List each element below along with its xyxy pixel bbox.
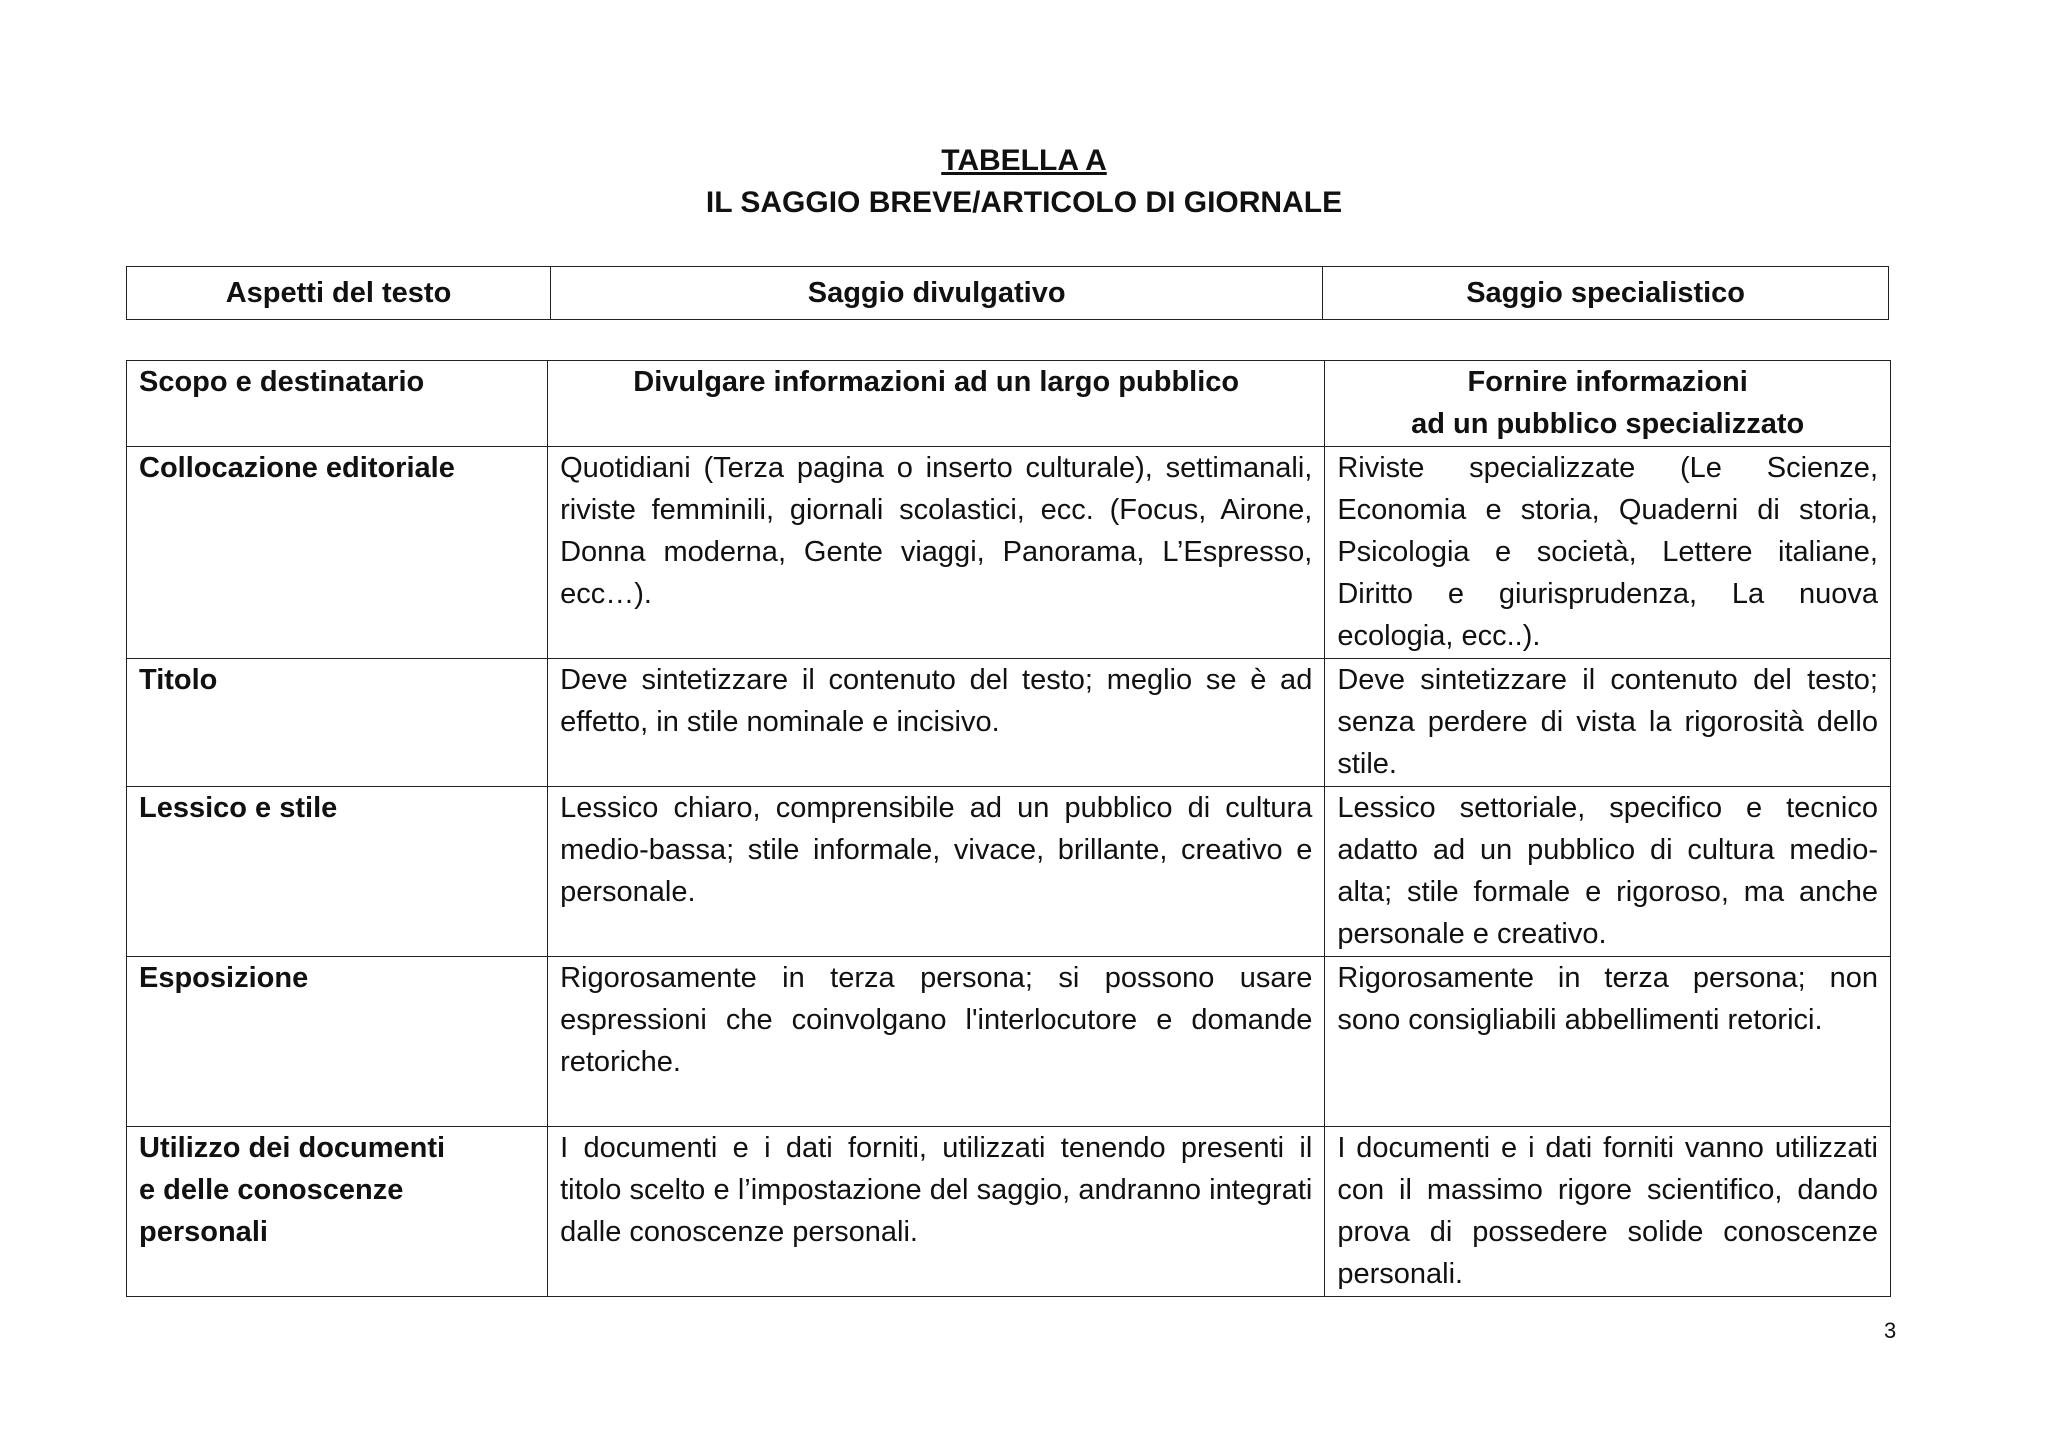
page-number: 3 xyxy=(1884,1318,1897,1343)
cell-specialistico: Lessico settoriale, specifico e tecnico adatto ad un pubblico di cultura medio-alta; stile formale e rigoroso, ma anche personale e creativo. xyxy=(1325,787,1891,957)
row-label-line: personali xyxy=(139,1216,268,1248)
row-label xyxy=(127,1127,548,1297)
cell-specialistico: I documenti e i dati forniti vanno utilizzati con il massimo rigore scientifico, dando prova di possedere solide conoscenze personali. xyxy=(1325,1127,1891,1297)
cell-specialistico: Riviste specializzate (Le Scienze, Economia e storia, Quaderni di storia, Psicologia e società, Lettere italiane, Diritto e giurisprudenza, La nuova ecologia, ecc..). xyxy=(1325,447,1891,659)
row-label: Scopo e destinatario xyxy=(127,361,548,447)
table-row-collocazione xyxy=(127,447,1891,659)
cell-line: ad un pubblico specializzato xyxy=(1411,408,1805,440)
cell-divulgativo: Deve sintetizzare il contenuto del testo; meglio se è ad effetto, in stile nominale e incisivo. xyxy=(548,659,1325,787)
document-title: TABELLA A xyxy=(941,144,1107,177)
table-row-esposizione xyxy=(127,957,1891,1127)
cell-specialistico: Deve sintetizzare il contenuto del testo; senza perdere di vista la rigorosità dello stile. xyxy=(1325,659,1891,787)
header-row xyxy=(127,267,1889,320)
table-row-titolo xyxy=(127,659,1891,787)
cell-divulgativo: Quotidiani (Terza pagina o inserto culturale), settimanali, riviste femminili, giornali scolastici, ecc. (Focus, Airone, Donna moderna, Gente viaggi, Panorama, L’Espresso, ecc…). xyxy=(548,447,1325,659)
header-aspetti: Aspetti del testo xyxy=(127,267,551,320)
table-row-utilizzo xyxy=(127,1127,1891,1297)
cell-specialistico xyxy=(1325,361,1891,447)
cell-divulgativo: I documenti e i dati forniti, utilizzati tenendo presenti il titolo scelto e l’impostazione del saggio, andranno integrati dalle conoscenze personali. xyxy=(548,1127,1325,1297)
header-specialistico: Saggio specialistico xyxy=(1323,267,1889,320)
cell-specialistico: Rigorosamente in terza persona; non sono consigliabili abbellimenti retorici. xyxy=(1325,957,1891,1127)
row-label-line: e delle conoscenze xyxy=(139,1174,404,1206)
cell-divulgativo: Divulgare informazioni ad un largo pubblico xyxy=(548,361,1325,447)
row-label: Titolo xyxy=(127,659,548,787)
cell-divulgativo: Rigorosamente in terza persona; si possono usare espressioni che coinvolgano l'interlocutore e domande retoriche. xyxy=(548,957,1325,1127)
cell-line: Fornire informazioni xyxy=(1467,366,1748,398)
document-subtitle: IL SAGGIO BREVE/ARTICOLO DI GIORNALE xyxy=(705,186,1343,219)
row-label: Lessico e stile xyxy=(127,787,548,957)
cell-divulgativo: Lessico chiaro, comprensibile ad un pubblico di cultura medio-bassa; stile informale, vivace, brillante, creativo e personale. xyxy=(548,787,1325,957)
row-label-line: Utilizzo dei documenti xyxy=(139,1132,446,1164)
table-row-lessico xyxy=(127,787,1891,957)
table-row-scopo xyxy=(127,361,1891,447)
document-title-block xyxy=(0,140,2048,224)
content-table xyxy=(126,360,1891,1297)
row-label: Esposizione xyxy=(127,957,548,1127)
header-table xyxy=(126,266,1889,320)
header-divulgativo: Saggio divulgativo xyxy=(551,267,1323,320)
row-label: Collocazione editoriale xyxy=(127,447,548,659)
